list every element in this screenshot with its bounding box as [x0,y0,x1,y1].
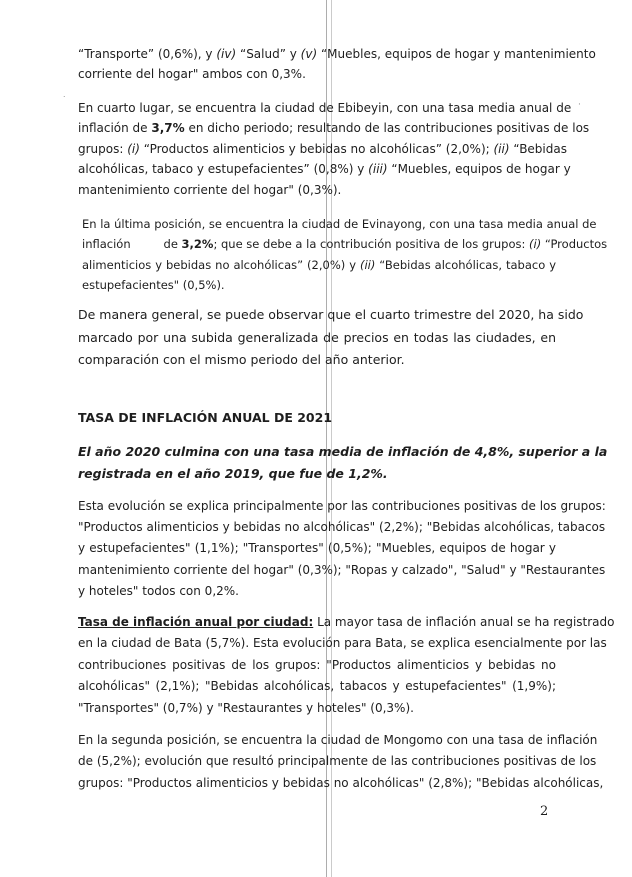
text-line: alcohólicas" (2,1%); "Bebidas alcohólicas, tabacos y estupefacientes" (1,9%); [78,679,556,694]
text-line: "Productos alimenticios y bebidas no alcohólicas" (2,2%); "Bebidas alcohólicas, tabacos [78,520,606,535]
text-line: En cuarto lugar, se encuentra la ciudad de Ebibeyin, con una tasa media anual de [78,101,572,115]
text-line: mantenimiento corriente del hogar" (0,3%); "Ropas y calzado", "Salud" y "Restaurantes [78,562,606,577]
text-line: TASA DE INFLACIÓN ANUAL DE 2021 [78,410,333,425]
text-line: alcohólicas, tabaco y estupefacientes” (0,8%) y (iii) “Muebles, equipos de hogar y [78,162,571,177]
text-line: Tasa de inflación anual por ciudad: La mayor tasa de inflación anual se ha registrado [78,615,615,629]
text-line: comparación con el mismo periodo del año anterior. [78,352,405,367]
text-line: marcado por una subida generalizada de precios en todas las ciudades, en [78,329,556,345]
text-line: El año 2020 culmina con una tasa media de inflación de 4,8%, superior a la [78,444,608,459]
paragraph-5 [78,441,608,485]
text-line: inflación de 3,2%; que se debe a la contribución positiva de los grupos: (i) “Productos [82,237,608,252]
text-line: alimenticios y bebidas no alcohólicas” (2,0%) y (ii) “Bebidas alcohólicas, tabaco y [82,257,556,272]
text-line: y estupefacientes" (1,1%); "Transportes" (0,5%); "Muebles, equipos de hogar y [78,541,556,556]
text-line: de (5,2%); evolución que resultó principalmente de las contribuciones positivas de los [78,754,597,769]
paragraph-4 [78,304,584,372]
text-line: "Transportes" (0,7%) y "Restaurantes y hoteles" (0,3%). [78,700,414,715]
paragraph-7 [78,612,615,719]
paragraph-6 [78,496,606,602]
text-line: “Transporte” (0,6%), y (iv) “Salud” y (v) “Muebles, equipos de hogar y mantenimiento [78,47,596,61]
text-line: Esta evolución se explica principalmente por las contribuciones positivas de los grupos: [78,499,606,513]
paragraph-1 [78,44,596,85]
text-line: registrada en el año 2019, que fue de 1,2%. [78,466,388,481]
text-line: y hoteles" todos con 0,2%. [78,583,239,598]
text-line: corriente del hogar" ambos con 0,3%. [78,67,306,82]
section-heading [78,408,556,428]
text-line: contribuciones positivas de los grupos: "Productos alimenticios y bebidas no [78,657,556,672]
paragraph-2 [78,98,590,200]
text-line: estupefacientes" (0,5%). [82,278,225,293]
text-line: grupos: "Productos alimenticios y bebidas no alcohólicas" (2,8%); "Bebidas alcohólicas, [78,775,604,790]
text-line: mantenimiento corriente del hogar" (0,3%). [78,182,342,197]
text-line: En la última posición, se encuentra la ciudad de Evinayong, con una tasa media anual de [82,217,597,231]
text-line: En la segunda posición, se encuentra la ciudad de Mongomo con una tasa de inflación [78,733,598,747]
text-line: De manera general, se puede observar que el cuarto trimestre del 2020, ha sido [78,307,584,322]
text-line: en la ciudad de Bata (5,7%). Esta evolución para Bata, se explica esencialmente por las [78,636,607,651]
paragraph-8 [78,730,604,794]
scan-mark: ˙ [62,96,67,106]
page-number: 2 [540,804,549,819]
text-line: inflación de 3,7% en dicho periodo; resultando de las contribuciones positivas de los [78,121,590,136]
paragraph-lead: Tasa de inflación anual por ciudad: [78,615,314,629]
paragraph-3 [82,214,608,296]
text-line: grupos: (i) “Productos alimenticios y bebidas no alcohólicas” (2,0%); (ii) “Bebidas [78,141,567,156]
scan-mark: · [578,100,581,110]
